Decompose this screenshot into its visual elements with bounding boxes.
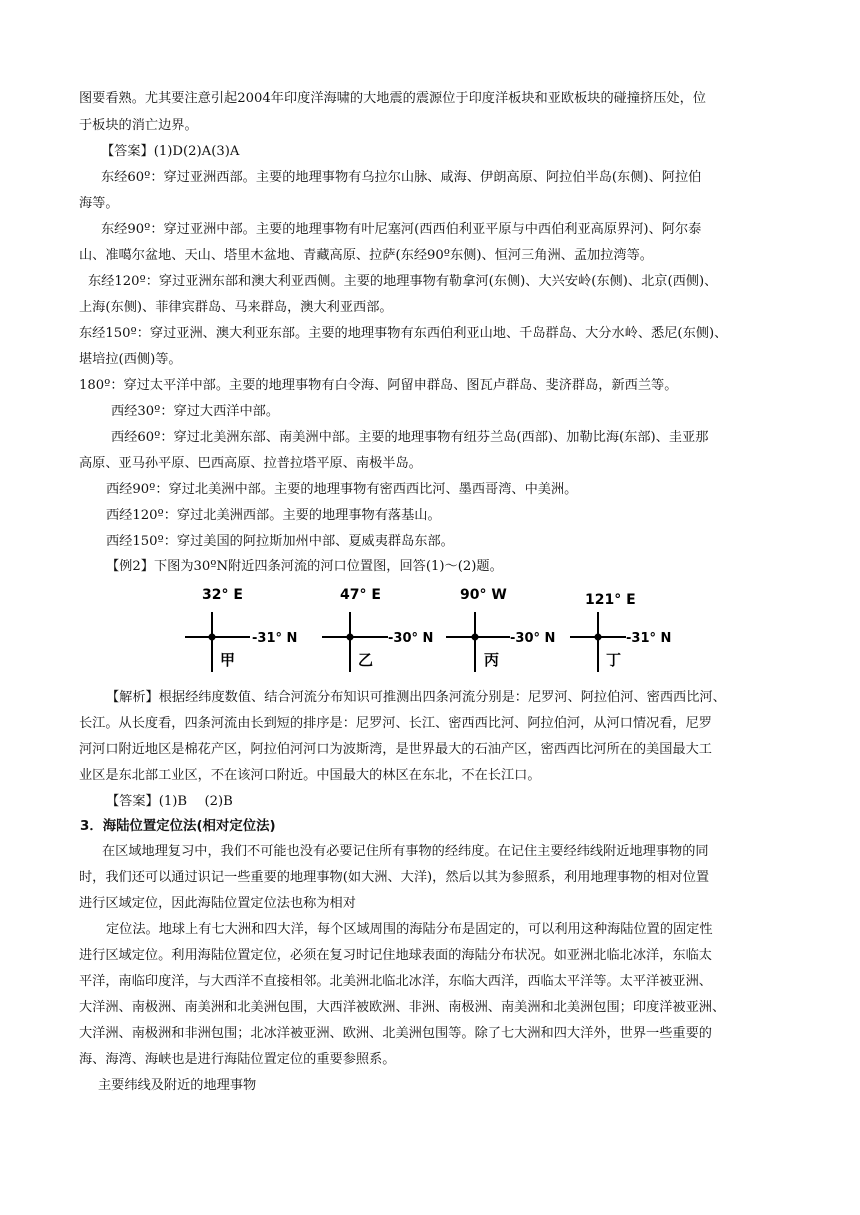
river-mouth-bing xyxy=(446,587,555,672)
latitude-label: -31° N xyxy=(626,631,672,646)
river-label: 甲 xyxy=(220,651,236,669)
text-line: 大洋洲、南极洲、南美洲和北美洲包围，大西洋被欧洲、非洲、南极洲、南美洲和北美洲包围；印度洋被亚洲、 xyxy=(79,1000,726,1015)
river-mouth-figure xyxy=(180,582,680,674)
longitude-label: 121° E xyxy=(585,592,636,608)
text-line: 高原、亚马孙平原、巴西高原、拉普拉塔平原、南极半岛。 xyxy=(79,456,422,471)
text-line: 于板块的消亡边界。 xyxy=(79,118,198,133)
river-mouth-ding xyxy=(570,592,671,672)
latitude-label: -30° N xyxy=(388,631,434,646)
text-line: 业区是东北部工业区，不在该河口附近。中国最大的林区在东北，不在长江口。 xyxy=(79,768,541,783)
text-line: 大洋洲、南极洲和非洲包围；北冰洋被亚洲、欧洲、北美洲包围等。除了七大洲和四大洋外，世界一些重要的 xyxy=(79,1026,712,1041)
text-line: 上海(东侧)、菲律宾群岛、马来群岛，澳大利亚西部。 xyxy=(79,300,393,315)
text-line: 180º：穿过太平洋中部。主要的地理事物有白令海、阿留申群岛、图瓦卢群岛、斐济群岛，新西兰等。 xyxy=(79,378,678,393)
text-line: 东经120º：穿过亚洲东部和澳大利亚西侧。主要的地理事物有勒拿河(东侧)、大兴安岭(东侧)、北京(西侧)、 xyxy=(88,274,718,289)
example-line: 【例2】下图为30ºN附近四条河流的河口位置图，回答(1)～(2)题。 xyxy=(106,559,503,574)
text-line: 东经150º：穿过亚洲、澳大利亚东部。主要的地理事物有东西伯利亚山地、千岛群岛、大分水岭、悉尼(东侧)、 xyxy=(79,326,728,341)
text-line: 图要看熟。尤其要注意引起2004年印度洋海啸的大地震的震源位于印度洋板块和亚欧板块的碰撞挤压处，位 xyxy=(79,91,706,106)
longitude-label: 90° W xyxy=(460,587,507,603)
text-line: 东经60º：穿过亚洲西部。主要的地理事物有乌拉尔山脉、咸海、伊朗高原、阿拉伯半岛(东侧)、阿拉伯 xyxy=(101,170,702,185)
answer-line: 【答案】(1)B (2)B xyxy=(106,794,233,809)
river-label: 丁 xyxy=(606,651,622,669)
analysis-line: 【解析】根据经纬度数值、结合河流分布知识可推测出四条河流分别是：尼罗河、阿拉伯河、密西西比河、 xyxy=(106,690,726,705)
text-line: 平洋，南临印度洋，与大西洋不直接相邻。北美洲北临北冰洋，东临大西洋，西临太平洋等。太平洋被亚洲、 xyxy=(79,974,712,989)
subheading-line: 主要纬线及附近的地理事物 xyxy=(98,1078,257,1093)
text-line: 西经30º：穿过大西洋中部。 xyxy=(111,404,280,419)
text-line: 海、海湾、海峡也是进行海陆位置定位的重要参照系。 xyxy=(79,1052,396,1067)
answer-line: 【答案】(1)D(2)A(3)A xyxy=(101,144,240,159)
text-line: 西经60º：穿过北美洲东部、南美洲中部。主要的地理事物有纽芬兰岛(西部)、加勒比海(东部)、圭亚那 xyxy=(111,430,709,445)
text-line: 长江。从长度看，四条河流由长到短的排序是：尼罗河、长江、密西西比河、阿拉伯河，从河口情况看，尼罗 xyxy=(79,716,712,731)
text-line: 堪培拉(西侧)等。 xyxy=(79,352,182,367)
text-line: 进行区域定位。利用海陆位置定位，必须在复习时记住地球表面的海陆分布状况。如亚洲北临北冰洋，东临太 xyxy=(79,948,712,963)
longitude-label: 32° E xyxy=(202,587,243,603)
text-line: 东经90º：穿过亚洲中部。主要的地理事物有叶尼塞河(西西伯利亚平原与中西伯利亚高原界河)、阿尔泰 xyxy=(101,222,702,237)
longitude-label: 47° E xyxy=(340,587,381,603)
text-line: 海等。 xyxy=(79,196,119,211)
text-line: 山、准噶尔盆地、天山、塔里木盆地、青藏高原、拉萨(东经90º东侧)、恒河三角洲、孟加拉湾等。 xyxy=(79,248,653,263)
river-mouth-yi xyxy=(322,587,433,672)
text-line: 西经120º：穿过北美洲西部。主要的地理事物有落基山。 xyxy=(106,508,441,523)
river-mouth-jia xyxy=(185,587,297,672)
section-heading: 3．海陆位置定位法(相对定位法) xyxy=(80,819,276,834)
latitude-label: -31° N xyxy=(252,631,298,646)
text-line: 在区域地理复习中，我们不可能也没有必要记住所有事物的经纬度。在记住主要经纬线附近地理事物的同 xyxy=(102,844,709,859)
river-label: 乙 xyxy=(358,651,374,669)
river-label: 丙 xyxy=(484,651,500,669)
text-line: 时，我们还可以通过识记一些重要的地理事物(如大洲、大洋)，然后以其为参照系，利用地理事物的相对位置 xyxy=(79,870,710,885)
text-line: 定位法。地球上有七大洲和四大洋，每个区域周围的海陆分布是固定的，可以利用这种海陆位置的固定性 xyxy=(106,922,713,937)
latitude-label: -30° N xyxy=(510,631,556,646)
text-line: 西经90º：穿过北美洲中部。主要的地理事物有密西西比河、墨西哥湾、中美洲。 xyxy=(106,482,578,497)
text-line: 进行区域定位，因此海陆位置定位法也称为相对 xyxy=(79,896,356,911)
text-line: 西经150º：穿过美国的阿拉斯加州中部、夏威夷群岛东部。 xyxy=(106,534,454,549)
text-line: 河河口附近地区是棉花产区，阿拉伯河河口为波斯湾，是世界最大的石油产区，密西西比河所在的美国最大工 xyxy=(79,742,712,757)
